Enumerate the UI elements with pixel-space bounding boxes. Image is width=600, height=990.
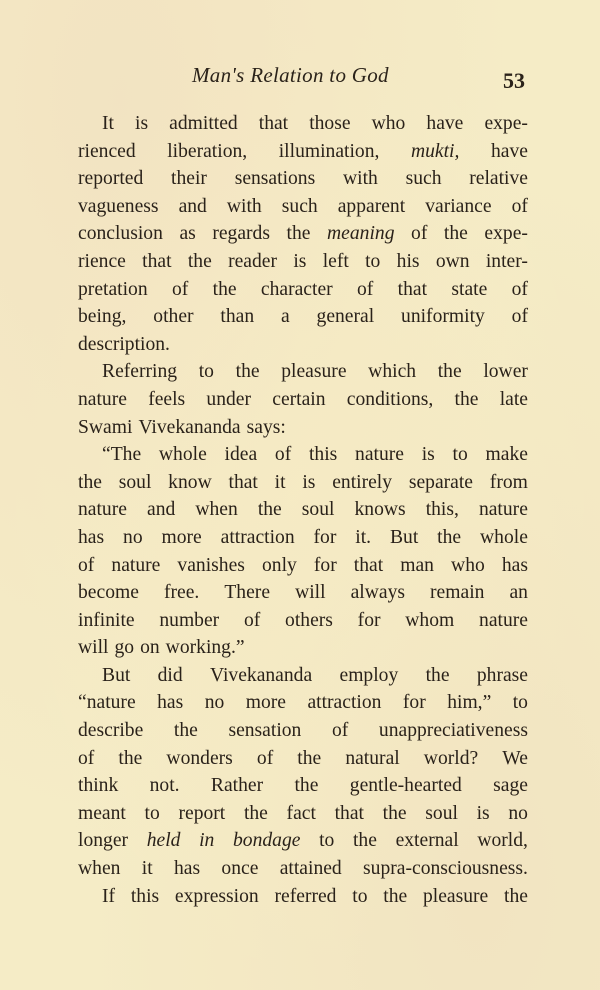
- word: infinite: [78, 609, 135, 631]
- word: attained: [279, 858, 342, 880]
- word: the: [243, 802, 268, 824]
- word: is: [421, 444, 435, 466]
- word: that: [334, 802, 364, 824]
- word: the: [187, 250, 212, 272]
- word: that: [258, 113, 289, 134]
- text-line: [78, 717, 528, 745]
- word: it.: [355, 526, 372, 548]
- word: bondage: [232, 830, 301, 852]
- word: the: [352, 830, 377, 852]
- word: has: [78, 526, 105, 548]
- word: wonders: [166, 747, 233, 769]
- word: Swami: [78, 416, 133, 438]
- word: the: [454, 388, 479, 410]
- word: has: [173, 858, 201, 880]
- word: other: [153, 306, 194, 328]
- word: the: [212, 278, 237, 300]
- word: the: [383, 885, 408, 907]
- word: of: [78, 554, 95, 576]
- word: know: [168, 471, 212, 493]
- word: in: [199, 830, 215, 852]
- word: fact: [286, 802, 316, 824]
- word: soul: [301, 499, 335, 521]
- word: who: [451, 554, 485, 576]
- word: expe-: [484, 113, 528, 134]
- word: nature: [111, 554, 161, 576]
- word: “nature: [78, 692, 136, 714]
- text-line: [78, 138, 528, 166]
- word: pleasure: [281, 361, 347, 383]
- word: longer: [78, 830, 129, 852]
- text-line: [78, 855, 528, 883]
- text-line: [78, 745, 528, 773]
- word: make: [485, 444, 528, 466]
- word: him,”: [447, 692, 492, 714]
- word: unappreciativeness: [378, 720, 528, 742]
- word: conclusion: [78, 223, 163, 245]
- text-line: [78, 414, 528, 442]
- word: the: [504, 885, 528, 907]
- word: state: [451, 278, 488, 300]
- word: for: [313, 526, 337, 548]
- word: the: [437, 361, 462, 383]
- word: regards: [212, 223, 270, 245]
- word: the: [297, 747, 322, 769]
- word: of: [274, 444, 292, 466]
- word: the: [118, 747, 143, 769]
- text-line: [78, 607, 528, 635]
- word: for: [357, 609, 381, 631]
- word: expression: [174, 885, 259, 907]
- text-line: [78, 662, 528, 690]
- text-line: [78, 358, 528, 386]
- text-line: [78, 110, 528, 138]
- word: separate: [408, 471, 474, 493]
- text-line: [78, 552, 528, 580]
- word: to: [144, 802, 160, 824]
- word: attraction: [307, 692, 382, 714]
- word: as: [179, 223, 196, 245]
- word: the: [286, 223, 311, 245]
- word: certain: [272, 388, 326, 410]
- word: the: [235, 361, 260, 383]
- word: attraction: [220, 526, 295, 548]
- word: to: [198, 361, 214, 383]
- text-line: [78, 496, 528, 524]
- word: referred: [274, 885, 337, 907]
- word: report: [178, 802, 226, 824]
- word: no: [204, 692, 225, 714]
- word: sensations: [234, 168, 316, 190]
- word: and: [147, 499, 176, 521]
- word: entirely: [332, 471, 393, 493]
- word: with: [226, 195, 262, 217]
- word: the: [382, 802, 407, 824]
- word: it: [141, 858, 153, 880]
- running-head-title: Man's Relation to God: [192, 63, 389, 87]
- word: supra-consciousness.: [363, 858, 528, 880]
- word: the: [257, 499, 282, 521]
- word: free.: [163, 582, 200, 604]
- word: external: [395, 830, 459, 852]
- word: pretation: [78, 278, 148, 300]
- word: says:: [246, 416, 286, 438]
- word: character: [260, 278, 333, 300]
- word: his: [396, 250, 420, 272]
- word: description.: [78, 333, 170, 355]
- word: of: [256, 747, 274, 769]
- word: illumination,: [278, 140, 380, 162]
- word: Referring: [102, 361, 178, 383]
- text-line: [78, 524, 528, 552]
- text-line: [78, 579, 528, 607]
- word: nature: [479, 609, 528, 631]
- word: is: [476, 802, 490, 824]
- word: not.: [149, 775, 180, 797]
- word: whole: [480, 526, 528, 548]
- word: soul: [118, 471, 152, 493]
- word: the: [443, 223, 468, 245]
- word: for: [402, 692, 426, 714]
- text-line: [78, 276, 528, 304]
- word: world,: [477, 830, 528, 852]
- word: remain: [430, 582, 485, 604]
- word: of: [243, 609, 261, 631]
- word: this: [308, 444, 338, 466]
- word: pleasure: [422, 885, 489, 907]
- word: no: [508, 802, 528, 824]
- word: to: [512, 692, 528, 714]
- word: There: [224, 582, 271, 604]
- word: uniformity: [401, 306, 485, 328]
- word: that: [397, 278, 428, 300]
- word: have: [490, 140, 528, 162]
- word: of: [511, 278, 528, 300]
- word: being,: [78, 306, 127, 328]
- text-line: [78, 689, 528, 717]
- word: general: [316, 306, 375, 328]
- word: expe-: [484, 223, 528, 245]
- word: It: [102, 113, 114, 134]
- body-text: [78, 110, 528, 910]
- word: idea: [224, 444, 258, 466]
- word: liberation,: [167, 140, 248, 162]
- word: But: [389, 526, 419, 548]
- word: reader: [228, 250, 278, 272]
- word: lower: [483, 361, 528, 383]
- word: held: [146, 830, 181, 852]
- text-line: [78, 634, 528, 662]
- text-line: [78, 772, 528, 800]
- word: an: [509, 582, 528, 604]
- word: it: [274, 471, 286, 493]
- word: of: [357, 278, 374, 300]
- word: rience: [78, 250, 126, 272]
- word: a: [280, 306, 290, 328]
- word: that: [353, 554, 384, 576]
- word: only: [261, 554, 297, 576]
- word: feels: [148, 388, 186, 410]
- word: from: [489, 471, 528, 493]
- word: man: [400, 554, 434, 576]
- text-line: [78, 220, 528, 248]
- word: We: [502, 747, 528, 769]
- word: the: [437, 526, 462, 548]
- word: once: [221, 858, 259, 880]
- word: go: [114, 637, 135, 659]
- word: of: [511, 195, 528, 217]
- word: will: [78, 637, 109, 659]
- word: reported: [78, 168, 144, 190]
- word: conditions,: [346, 388, 434, 410]
- word: has: [501, 554, 528, 576]
- word: mukti,: [410, 140, 460, 162]
- word: with: [342, 168, 378, 190]
- word: working.”: [165, 637, 245, 659]
- word: when: [195, 499, 238, 521]
- text-line: [78, 303, 528, 331]
- word: vagueness: [78, 195, 159, 217]
- word: Vivekananda: [138, 416, 241, 438]
- word: inter-: [485, 250, 528, 272]
- word: phrase: [476, 664, 528, 686]
- word: is: [293, 250, 307, 272]
- word: meant: [78, 802, 126, 824]
- word: the: [173, 720, 198, 742]
- word: on: [140, 637, 160, 659]
- word: of: [78, 747, 95, 769]
- word: vanishes: [177, 554, 245, 576]
- word: to: [452, 444, 468, 466]
- page-number: 53: [503, 68, 525, 93]
- word: world?: [423, 747, 479, 769]
- text-line: [78, 248, 528, 276]
- word: describe: [78, 720, 144, 742]
- word: the: [425, 664, 450, 686]
- word: nature: [78, 388, 127, 410]
- word: late: [499, 388, 528, 410]
- word: of: [171, 278, 189, 300]
- word: that: [228, 471, 258, 493]
- word: Vivekananda: [209, 664, 313, 686]
- word: that: [142, 250, 172, 272]
- word: gentle-hearted: [349, 775, 462, 797]
- word: natural: [345, 747, 400, 769]
- word: nature: [78, 499, 127, 521]
- word: more: [245, 692, 286, 714]
- word: meaning: [327, 223, 395, 245]
- word: and: [178, 195, 207, 217]
- word: whom: [405, 609, 455, 631]
- word: those: [309, 113, 351, 134]
- word: nature: [355, 444, 404, 466]
- word: which: [368, 361, 417, 383]
- text-line: [78, 331, 528, 359]
- word: no: [123, 526, 143, 548]
- word: admitted: [169, 113, 238, 134]
- word: the: [78, 471, 102, 493]
- word: is: [302, 471, 316, 493]
- word: soul: [425, 802, 458, 824]
- word: But: [102, 664, 131, 686]
- word: this: [130, 885, 160, 907]
- word: such: [405, 168, 442, 190]
- word: of: [411, 223, 428, 245]
- word: apparent: [337, 195, 406, 217]
- word: relative: [469, 168, 528, 190]
- word: to: [365, 250, 381, 272]
- word: own: [435, 250, 470, 272]
- word: think: [78, 775, 119, 797]
- word: under: [206, 388, 252, 410]
- word: will: [295, 582, 326, 604]
- word: when: [78, 858, 121, 880]
- text-line: [78, 386, 528, 414]
- word: than: [220, 306, 255, 328]
- word: become: [78, 582, 139, 604]
- word: “The: [102, 444, 142, 466]
- text-line: [78, 441, 528, 469]
- word: the: [294, 775, 319, 797]
- text-line: [78, 800, 528, 828]
- word: is: [135, 113, 149, 134]
- word: this,: [425, 499, 459, 521]
- word: variance: [425, 195, 492, 217]
- word: Rather: [210, 775, 264, 797]
- word: others: [285, 609, 333, 631]
- word: If: [102, 885, 116, 907]
- word: sage: [493, 775, 528, 797]
- word: number: [159, 609, 220, 631]
- text-line: [78, 165, 528, 193]
- word: did: [157, 664, 183, 686]
- word: rienced: [78, 140, 136, 162]
- word: who: [371, 113, 406, 134]
- word: always: [350, 582, 405, 604]
- word: knows: [354, 499, 406, 521]
- word: such: [281, 195, 318, 217]
- text-line: [78, 469, 528, 497]
- word: whole: [158, 444, 207, 466]
- text-line: [78, 827, 528, 855]
- word: their: [171, 168, 207, 190]
- word: nature: [478, 499, 528, 521]
- word: sensation: [228, 720, 302, 742]
- word: more: [161, 526, 202, 548]
- word: has: [157, 692, 184, 714]
- word: to: [319, 830, 335, 852]
- word: for: [313, 554, 337, 576]
- word: have: [426, 113, 464, 134]
- word: left: [322, 250, 349, 272]
- word: employ: [339, 664, 399, 686]
- text-line: [78, 193, 528, 221]
- text-line: [78, 883, 528, 911]
- word: to: [352, 885, 368, 907]
- word: of: [511, 306, 528, 328]
- word: of: [331, 720, 349, 742]
